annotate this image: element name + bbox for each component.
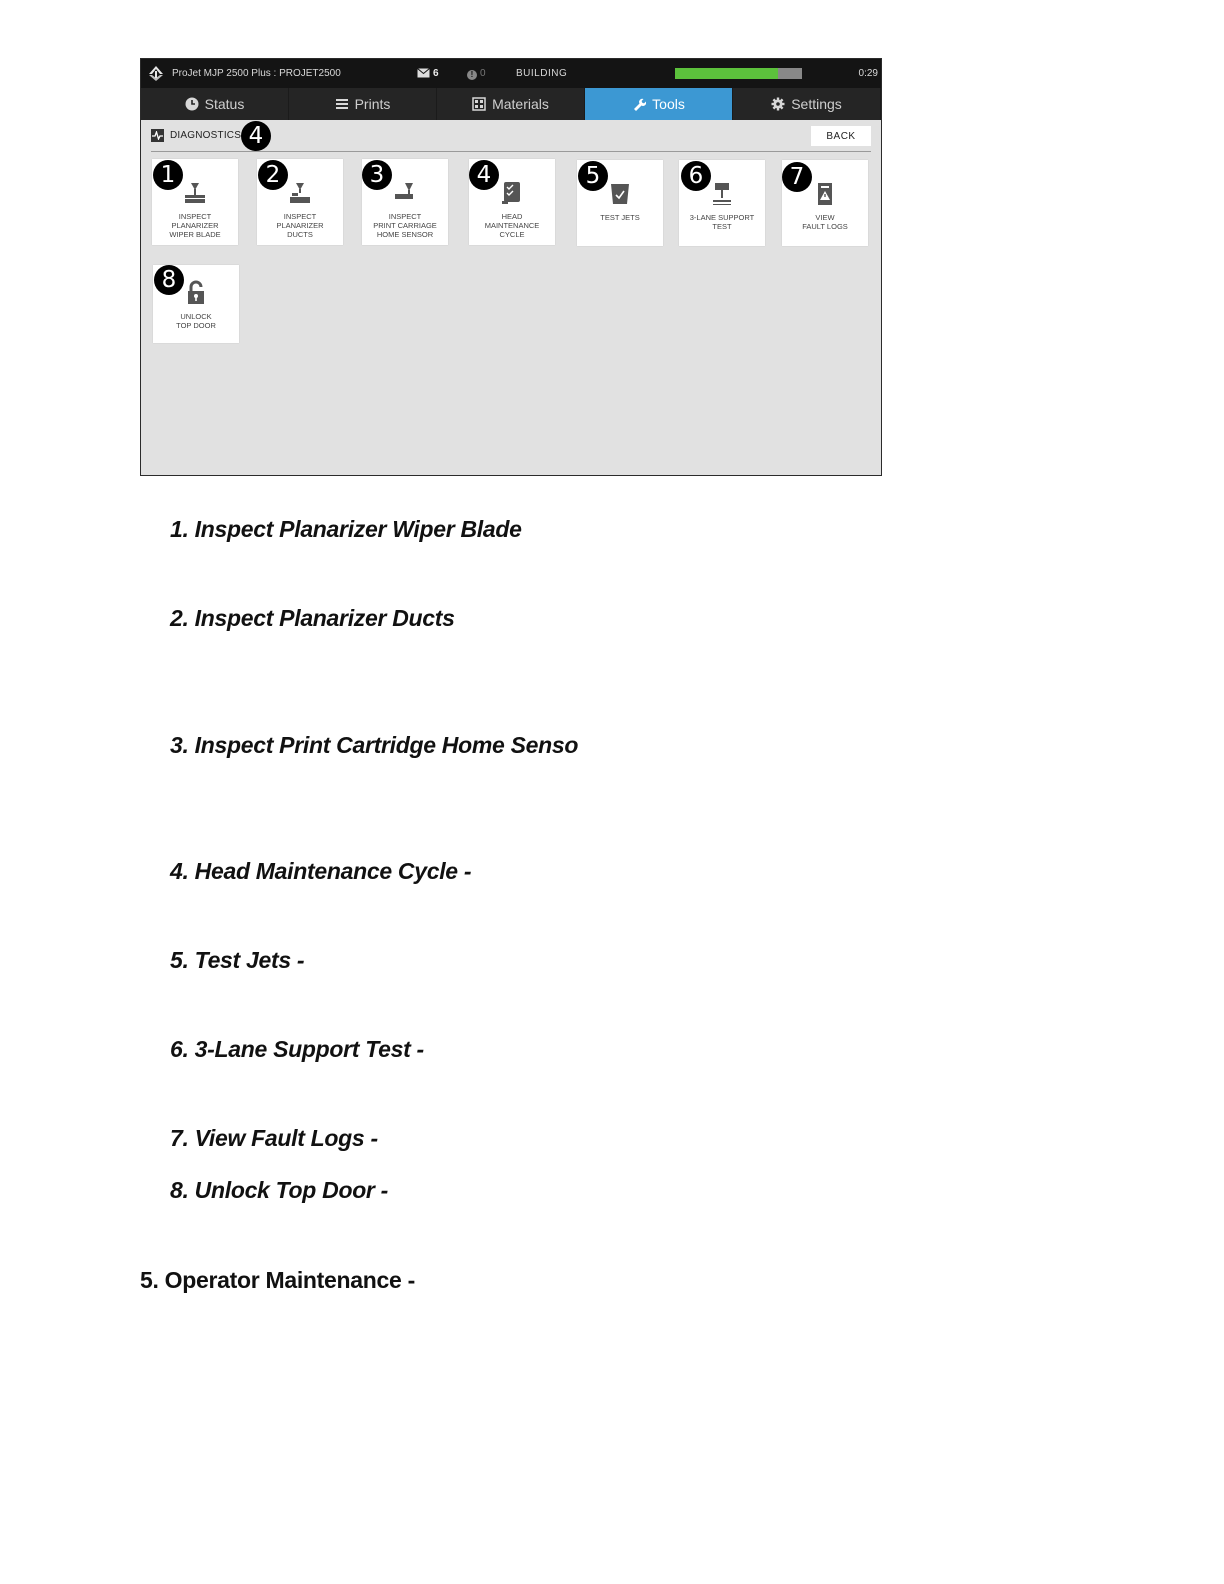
tab-prints[interactable] [289, 88, 437, 120]
message-count-value: 6 [433, 68, 439, 79]
callout-badge: 8 [154, 265, 184, 295]
message-count[interactable] [417, 68, 439, 79]
printer-title: ProJet MJP 2500 Plus : PROJET2500 [172, 68, 341, 79]
tile-label: VIEW FAULT LOGS [802, 213, 848, 231]
head-maintenance-icon [498, 179, 526, 207]
callout-badge: 4 [469, 160, 499, 190]
list-icon [335, 97, 349, 111]
tab-settings[interactable] [733, 88, 881, 120]
printer-screenshot [140, 58, 882, 476]
3d-systems-logo-icon [147, 65, 165, 82]
status-bar [141, 59, 881, 88]
tab-status-label: Status [204, 96, 245, 112]
alert-icon: ! [467, 70, 477, 80]
clock-icon [185, 97, 199, 111]
build-time: 0:29 [858, 68, 878, 79]
planarizer-wiper-icon [181, 179, 209, 207]
tile-label: INSPECT PRINT CARRIAGE HOME SENSOR [373, 212, 437, 239]
support-test-icon [708, 180, 736, 208]
tile-label: INSPECT PLANARIZER DUCTS [276, 212, 324, 239]
tab-tools[interactable] [585, 88, 733, 120]
list-item: 7. View Fault Logs - [170, 1125, 378, 1151]
callout-badge: 7 [782, 162, 812, 192]
tab-tools-label: Tools [652, 96, 685, 112]
back-button[interactable]: BACK [811, 126, 871, 146]
materials-icon [472, 97, 486, 111]
tile-label: 3-LANE SUPPORT TEST [689, 213, 755, 231]
list-item: 6. 3-Lane Support Test - [170, 1036, 424, 1062]
tab-settings-label: Settings [791, 96, 842, 112]
carriage-sensor-icon [391, 179, 419, 207]
callout-badge: 3 [362, 160, 392, 190]
test-jets-icon [606, 180, 634, 208]
section-title: DIAGNOSTICS [170, 129, 242, 141]
tile-label: HEAD MAINTENANCE CYCLE [484, 212, 540, 239]
tab-status[interactable] [141, 88, 289, 120]
build-progress-bar [675, 68, 802, 79]
list-item: 1. Inspect Planarizer Wiper Blade [170, 516, 522, 542]
tab-prints-label: Prints [354, 96, 391, 112]
header-divider [151, 151, 871, 152]
callout-badge: 1 [153, 160, 183, 190]
list-item: 5. Test Jets - [170, 947, 305, 973]
tab-materials-label: Materials [492, 96, 549, 112]
tile-label: UNLOCK TOP DOOR [176, 312, 216, 330]
section-header [151, 125, 241, 145]
tab-materials[interactable] [437, 88, 585, 120]
tile-label: INSPECT PLANARIZER WIPER BLADE [169, 212, 221, 239]
tile-label: TEST JETS [600, 213, 640, 222]
callout-badge: 5 [578, 161, 608, 191]
fault-log-icon [811, 180, 839, 208]
section-heading: 5. Operator Maintenance - [140, 1267, 415, 1293]
main-tabs [141, 88, 881, 120]
gear-icon [771, 97, 785, 111]
build-progress-fill [675, 68, 778, 79]
unlock-icon [182, 279, 210, 307]
diagnostics-callout-badge: 4 [241, 121, 271, 151]
wrench-icon [632, 97, 646, 111]
callout-badge: 2 [258, 160, 288, 190]
alert-count-value: 0 [480, 68, 486, 79]
list-item: 4. Head Maintenance Cycle - [170, 858, 472, 884]
diagnostics-icon [151, 129, 164, 142]
alert-count[interactable] [467, 68, 486, 80]
printer-state: BUILDING [516, 68, 568, 79]
callout-badge: 6 [681, 161, 711, 191]
list-item: 3. Inspect Print Cartridge Home Senso [170, 732, 579, 758]
envelope-icon [417, 68, 430, 78]
list-item: 2. Inspect Planarizer Ducts [170, 605, 455, 631]
list-item: 8. Unlock Top Door - [170, 1177, 389, 1203]
planarizer-ducts-icon [286, 179, 314, 207]
